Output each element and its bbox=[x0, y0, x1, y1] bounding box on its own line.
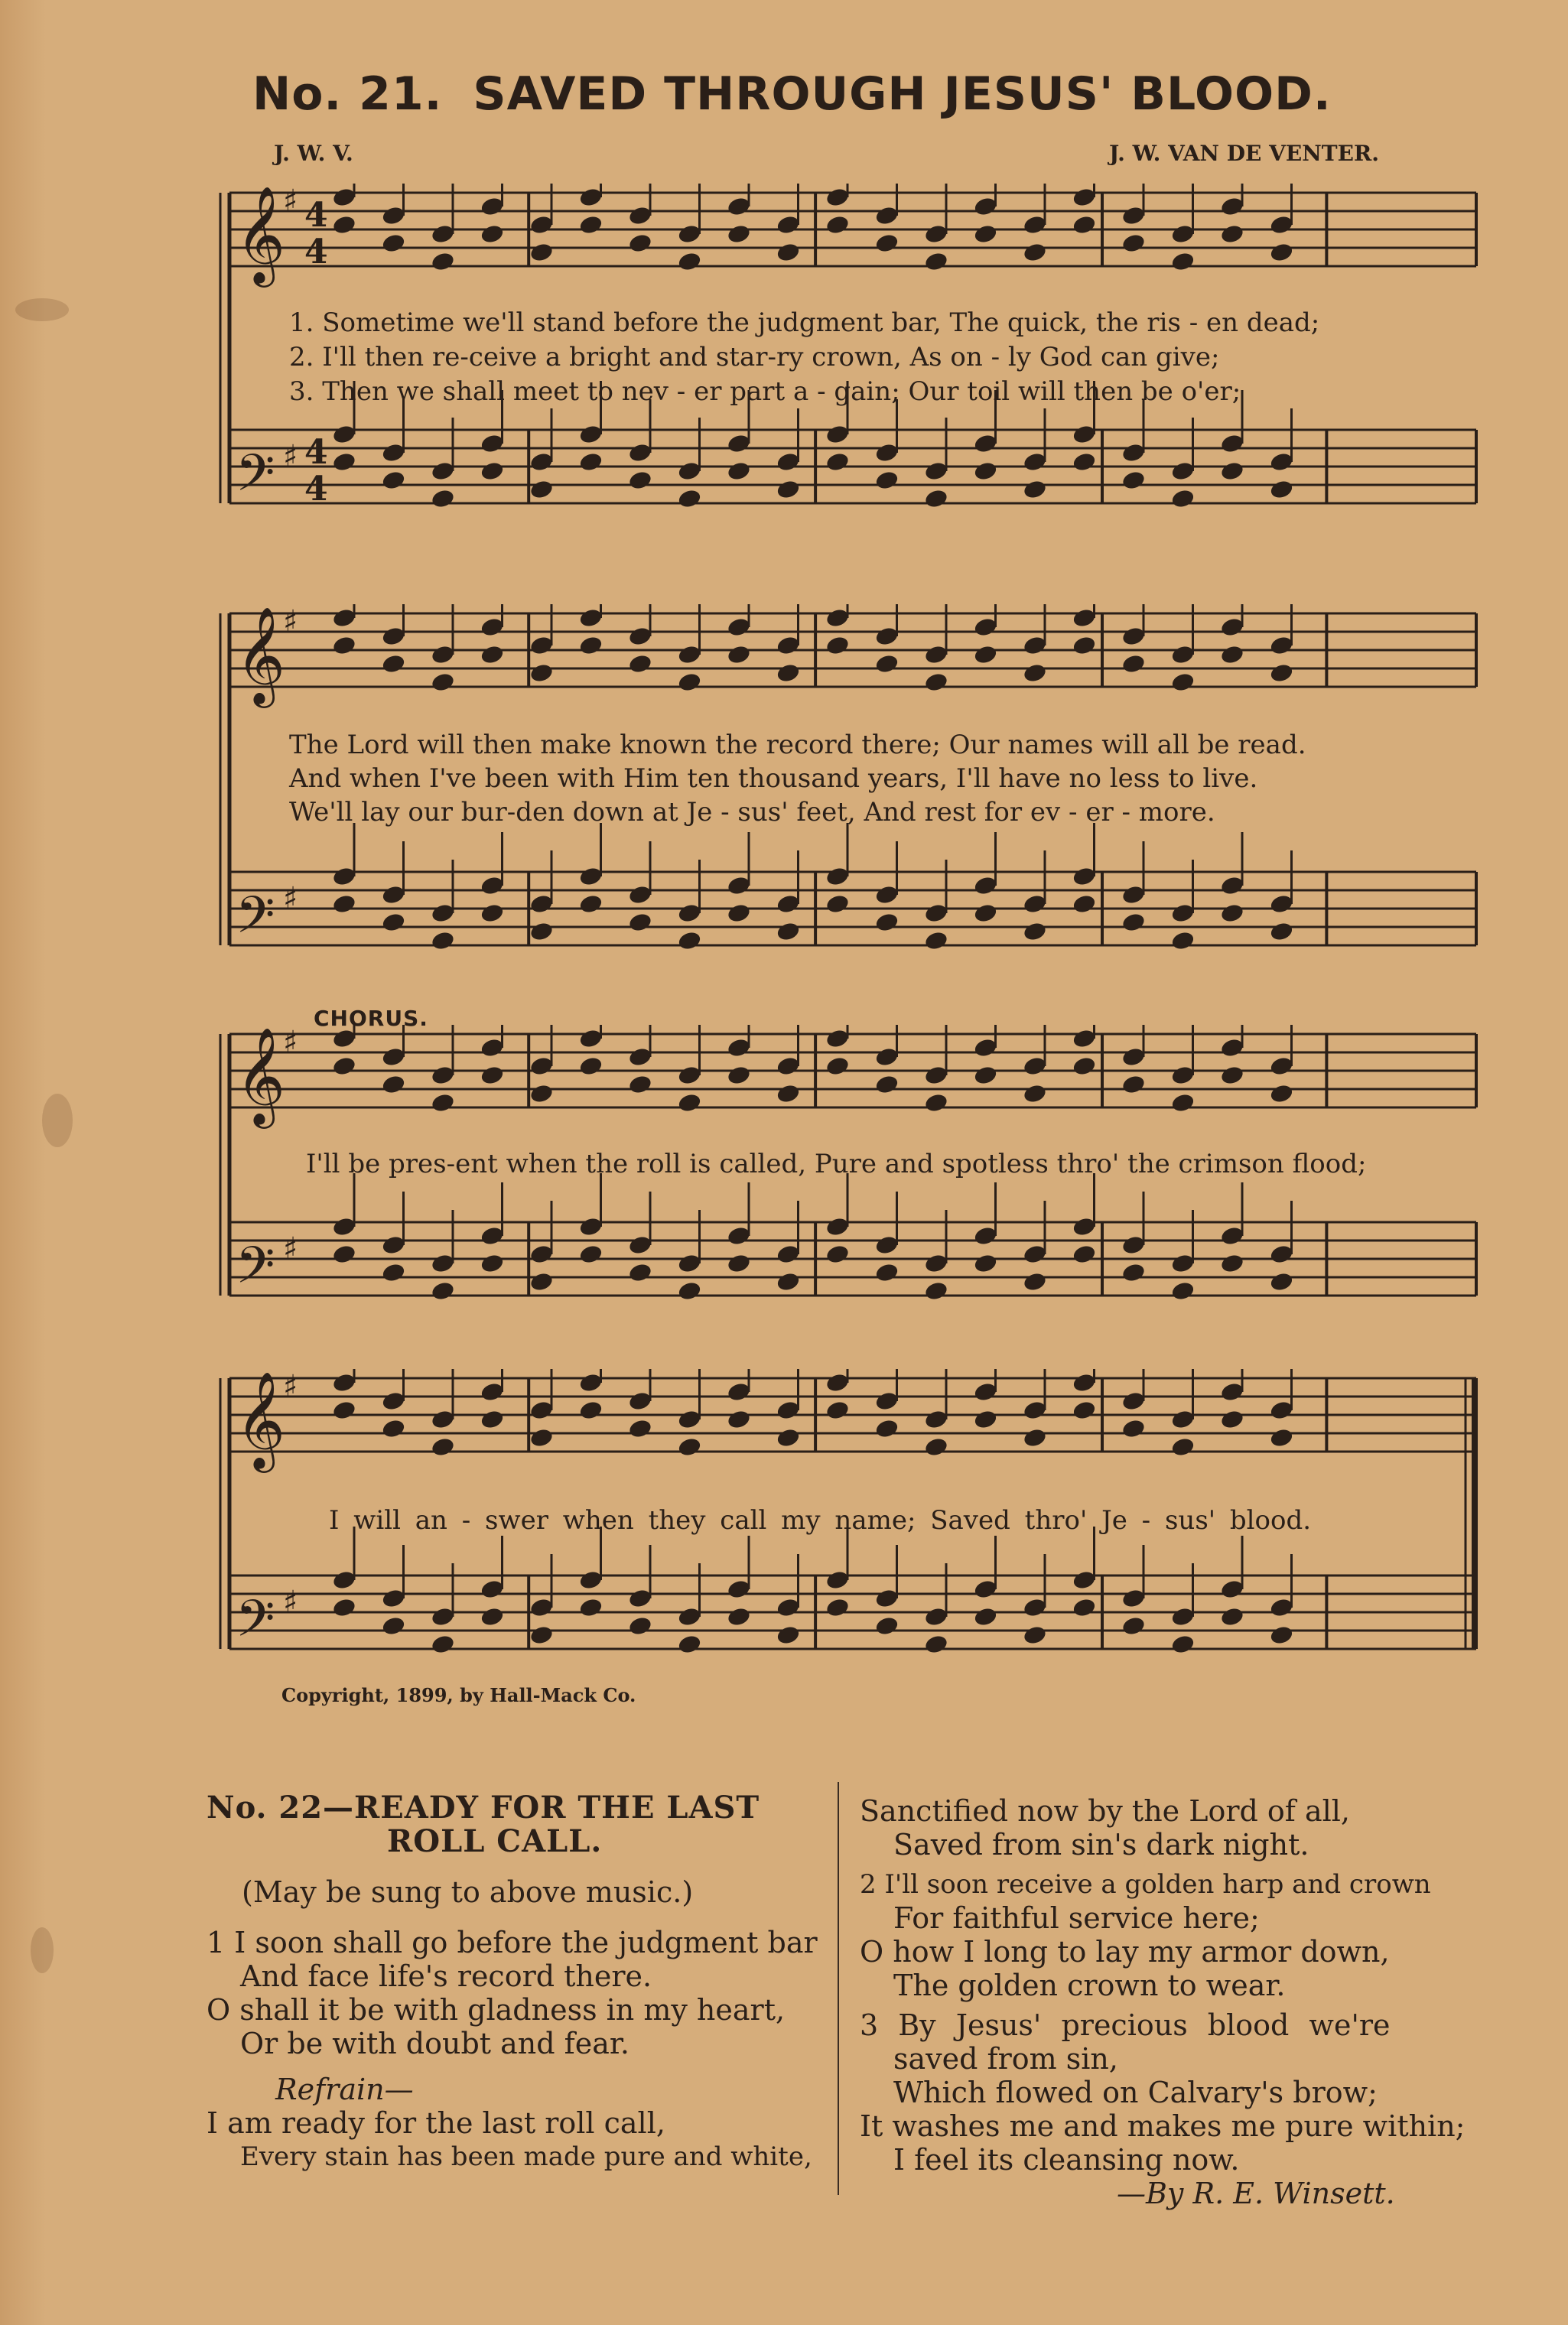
notehead bbox=[430, 1634, 455, 1655]
sharp-icon: ♯ bbox=[283, 439, 298, 474]
page-edge bbox=[0, 0, 46, 2325]
notehead bbox=[923, 251, 948, 272]
notehead bbox=[973, 223, 998, 245]
notehead bbox=[1170, 1634, 1196, 1655]
notehead bbox=[381, 653, 406, 675]
notehead bbox=[1170, 671, 1196, 693]
hymn22-verse3-line2: saved from sin, bbox=[893, 2042, 1118, 2076]
notehead bbox=[677, 1436, 702, 1458]
verse-lyric-3a: 3. Then we shall meet to nev - er part a - gain; Our toil will then be o'er; bbox=[289, 376, 1241, 407]
notehead bbox=[480, 902, 505, 924]
hymn22-right-column bbox=[860, 1794, 1466, 2210]
notehead bbox=[627, 1615, 652, 1637]
notehead bbox=[430, 1436, 455, 1458]
notehead bbox=[1022, 662, 1047, 684]
notehead bbox=[430, 671, 455, 693]
notehead bbox=[381, 1615, 406, 1637]
notehead bbox=[677, 671, 702, 693]
stain bbox=[42, 1094, 73, 1147]
time-signature: 4 bbox=[304, 433, 328, 472]
notehead bbox=[726, 644, 751, 665]
hymn22-verse1-line2: And face life's record there. bbox=[240, 1959, 652, 1993]
sharp-icon: ♯ bbox=[283, 184, 298, 219]
notehead bbox=[726, 902, 751, 924]
notehead bbox=[578, 635, 603, 656]
notehead bbox=[627, 232, 652, 254]
notehead bbox=[1170, 930, 1196, 951]
notehead bbox=[381, 1074, 406, 1095]
notehead bbox=[529, 1271, 554, 1293]
hymn22-refrain-line1: I am ready for the last roll call, bbox=[207, 2106, 665, 2140]
treble-clef-icon: 𝄞 bbox=[236, 1371, 286, 1468]
notehead bbox=[1072, 635, 1097, 656]
notehead bbox=[923, 671, 948, 693]
notehead bbox=[677, 1092, 702, 1114]
notehead bbox=[1072, 1055, 1097, 1077]
hymn22-verse3-line3: Which flowed on Calvary's brow; bbox=[893, 2076, 1378, 2109]
hymn-title: No. 21. SAVED THROUGH JESUS' BLOOD. bbox=[252, 67, 1332, 121]
hymn22-verse1-line4: Or be with doubt and fear. bbox=[240, 2027, 629, 2060]
stain bbox=[31, 1927, 54, 1973]
notehead bbox=[1269, 1271, 1294, 1293]
notehead bbox=[1170, 251, 1196, 272]
notehead bbox=[923, 930, 948, 951]
notehead bbox=[430, 251, 455, 272]
notehead bbox=[874, 912, 899, 933]
notehead bbox=[1072, 1597, 1097, 1618]
notehead bbox=[923, 1092, 948, 1114]
notehead bbox=[776, 1271, 801, 1293]
notehead bbox=[331, 1400, 356, 1421]
notehead bbox=[578, 1055, 603, 1077]
notehead bbox=[578, 451, 603, 473]
notehead bbox=[627, 1262, 652, 1283]
notehead bbox=[430, 1280, 455, 1302]
notehead bbox=[529, 479, 554, 500]
notehead bbox=[825, 1597, 850, 1618]
notehead bbox=[1269, 921, 1294, 942]
notehead bbox=[677, 251, 702, 272]
hymn22-refrain-line3: Sanctified now by the Lord of all, bbox=[860, 1794, 1350, 1828]
notehead bbox=[677, 1634, 702, 1655]
notehead bbox=[1269, 242, 1294, 263]
music-system-1 bbox=[214, 184, 1484, 566]
notehead bbox=[973, 1253, 998, 1274]
notehead bbox=[578, 1244, 603, 1265]
hymn22-refrain-line2: Every stain has been made pure and white, bbox=[240, 2141, 812, 2172]
notehead bbox=[529, 1083, 554, 1104]
notehead bbox=[1269, 1083, 1294, 1104]
chorus-lyric-2: I will an - swer when they call my name; Saved thro' Je - sus' blood. bbox=[329, 1505, 1312, 1536]
notehead bbox=[1219, 1065, 1244, 1086]
notehead bbox=[480, 1606, 505, 1628]
bass-clef-icon: 𝄢 bbox=[236, 1589, 275, 1660]
hymn22-verse2-line2: For faithful service here; bbox=[893, 1901, 1260, 1935]
notehead bbox=[677, 1280, 702, 1302]
verse-lyric-3b: We'll lay our bur-den down at Je - sus' feet, And rest for ev - er - more. bbox=[289, 797, 1215, 828]
bass-clef-icon: 𝄢 bbox=[236, 444, 275, 515]
bass-clef-icon: 𝄢 bbox=[236, 1236, 275, 1307]
notehead bbox=[430, 1092, 455, 1114]
notehead bbox=[480, 1409, 505, 1430]
verse-lyric-2a: 2. I'll then re-ceive a bright and star-ry crown, As on - ly God can give; bbox=[289, 342, 1220, 372]
notehead bbox=[1022, 1427, 1047, 1449]
notehead bbox=[874, 1074, 899, 1095]
notehead bbox=[1269, 1624, 1294, 1646]
notehead bbox=[430, 930, 455, 951]
notehead bbox=[874, 232, 899, 254]
notehead bbox=[1022, 1083, 1047, 1104]
notehead bbox=[1219, 223, 1244, 245]
notehead bbox=[1072, 1244, 1097, 1265]
notehead bbox=[973, 902, 998, 924]
notehead bbox=[331, 893, 356, 915]
notehead bbox=[1121, 912, 1146, 933]
notehead bbox=[776, 1624, 801, 1646]
notehead bbox=[776, 242, 801, 263]
notehead bbox=[726, 1253, 751, 1274]
notehead bbox=[726, 1065, 751, 1086]
notehead bbox=[381, 912, 406, 933]
notehead bbox=[1121, 1074, 1146, 1095]
notehead bbox=[726, 460, 751, 482]
notehead bbox=[1121, 1418, 1146, 1439]
notehead bbox=[1219, 1606, 1244, 1628]
notehead bbox=[381, 1418, 406, 1439]
staff-system-svg bbox=[214, 604, 1484, 987]
notehead bbox=[973, 460, 998, 482]
hymn22-verse1-line3: O shall it be with gladness in my heart, bbox=[207, 1993, 786, 2027]
notehead bbox=[381, 1262, 406, 1283]
notehead bbox=[825, 214, 850, 236]
hymn22-refrain-label: Refrain— bbox=[275, 2073, 414, 2106]
notehead bbox=[1269, 479, 1294, 500]
notehead bbox=[1121, 653, 1146, 675]
notehead bbox=[331, 1244, 356, 1265]
bass-clef-icon: 𝄢 bbox=[236, 886, 275, 957]
notehead bbox=[825, 635, 850, 656]
hymn22-verse1-line1: 1 I soon shall go before the judgment bar bbox=[207, 1926, 818, 1959]
verse-lyric-1a: 1. Sometime we'll stand before the judgment bar, The quick, the ris - en dead; bbox=[289, 307, 1320, 338]
hymn22-verse3-line4: It washes me and makes me pure within; bbox=[860, 2109, 1466, 2143]
notehead bbox=[1170, 1092, 1196, 1114]
notehead bbox=[331, 214, 356, 236]
notehead bbox=[331, 451, 356, 473]
notehead bbox=[1121, 470, 1146, 491]
copyright-notice: Copyright, 1899, by Hall-Mack Co. bbox=[281, 1684, 636, 1706]
notehead bbox=[825, 1055, 850, 1077]
notehead bbox=[480, 223, 505, 245]
notehead bbox=[578, 1400, 603, 1421]
notehead bbox=[776, 1427, 801, 1449]
notehead bbox=[874, 1615, 899, 1637]
notehead bbox=[1072, 451, 1097, 473]
notehead bbox=[923, 1634, 948, 1655]
time-signature: 4 bbox=[304, 196, 328, 235]
notehead bbox=[529, 1624, 554, 1646]
notehead bbox=[1022, 1624, 1047, 1646]
notehead bbox=[627, 1418, 652, 1439]
notehead bbox=[1022, 242, 1047, 263]
hymn22-verse3-line1: 3 By Jesus' precious blood we're bbox=[860, 2008, 1391, 2042]
sharp-icon: ♯ bbox=[283, 1369, 298, 1404]
notehead bbox=[331, 635, 356, 656]
notehead bbox=[627, 912, 652, 933]
notehead bbox=[1121, 1615, 1146, 1637]
notehead bbox=[1072, 214, 1097, 236]
notehead bbox=[825, 1244, 850, 1265]
notehead bbox=[627, 1074, 652, 1095]
notehead bbox=[973, 1606, 998, 1628]
hymn22-left-column bbox=[207, 1791, 818, 2174]
time-signature: 4 bbox=[304, 232, 328, 272]
notehead bbox=[1170, 1436, 1196, 1458]
notehead bbox=[529, 662, 554, 684]
notehead bbox=[677, 488, 702, 509]
chorus-lyric-1: I'll be pres-ent when the roll is called, Pure and spotless thro' the crimson flood; bbox=[306, 1149, 1367, 1179]
notehead bbox=[627, 653, 652, 675]
stain bbox=[15, 298, 69, 321]
notehead bbox=[923, 488, 948, 509]
notehead bbox=[578, 214, 603, 236]
notehead bbox=[627, 470, 652, 491]
notehead bbox=[529, 242, 554, 263]
sharp-icon: ♯ bbox=[283, 1231, 298, 1267]
notehead bbox=[973, 1409, 998, 1430]
notehead bbox=[1022, 1271, 1047, 1293]
notehead bbox=[1022, 479, 1047, 500]
notehead bbox=[430, 488, 455, 509]
notehead bbox=[480, 1065, 505, 1086]
notehead bbox=[480, 460, 505, 482]
lyricist-credit: J. W. V. bbox=[274, 141, 353, 166]
notehead bbox=[726, 223, 751, 245]
notehead bbox=[480, 644, 505, 665]
notehead bbox=[1072, 893, 1097, 915]
composer-credit: J. W. VAN DE VENTER. bbox=[1109, 141, 1379, 166]
notehead bbox=[529, 1427, 554, 1449]
notehead bbox=[874, 653, 899, 675]
notehead bbox=[1269, 662, 1294, 684]
hymn22-note: (May be sung to above music.) bbox=[242, 1875, 694, 1909]
notehead bbox=[973, 644, 998, 665]
notehead bbox=[1219, 1409, 1244, 1430]
hymn22-verse3-line5: I feel its cleansing now. bbox=[893, 2143, 1240, 2177]
notehead bbox=[1219, 460, 1244, 482]
notehead bbox=[331, 1597, 356, 1618]
notehead bbox=[1269, 1427, 1294, 1449]
music-system-2 bbox=[214, 604, 1484, 987]
notehead bbox=[973, 1065, 998, 1086]
notehead bbox=[1170, 488, 1196, 509]
notehead bbox=[874, 1418, 899, 1439]
column-divider bbox=[838, 1782, 839, 2195]
notehead bbox=[923, 1436, 948, 1458]
notehead bbox=[1219, 902, 1244, 924]
sharp-icon: ♯ bbox=[283, 1025, 298, 1060]
notehead bbox=[529, 921, 554, 942]
notehead bbox=[677, 930, 702, 951]
chorus-label: CHORUS. bbox=[314, 1006, 428, 1031]
notehead bbox=[776, 921, 801, 942]
hymn22-verse2-line3: O how I long to lay my armor down, bbox=[860, 1935, 1390, 1969]
notehead bbox=[1121, 232, 1146, 254]
treble-clef-icon: 𝄞 bbox=[236, 1026, 286, 1124]
notehead bbox=[825, 893, 850, 915]
notehead bbox=[578, 1597, 603, 1618]
verse-lyric-1b: The Lord will then make known the record there; Our names will all be read. bbox=[289, 730, 1306, 760]
hymn22-title-line1: No. 22—READY FOR THE LAST bbox=[207, 1790, 760, 1826]
hymn22-title-line2: ROLL CALL. bbox=[387, 1823, 603, 1859]
notehead bbox=[1219, 1253, 1244, 1274]
notehead bbox=[776, 662, 801, 684]
treble-clef-icon: 𝄞 bbox=[236, 185, 286, 283]
hymn22-refrain-line4: Saved from sin's dark night. bbox=[893, 1828, 1309, 1862]
notehead bbox=[776, 479, 801, 500]
notehead bbox=[726, 1606, 751, 1628]
notehead bbox=[480, 1253, 505, 1274]
sharp-icon: ♯ bbox=[283, 881, 298, 916]
notehead bbox=[874, 1262, 899, 1283]
notehead bbox=[1170, 1280, 1196, 1302]
notehead bbox=[874, 470, 899, 491]
notehead bbox=[1022, 921, 1047, 942]
notehead bbox=[381, 232, 406, 254]
notehead bbox=[825, 1400, 850, 1421]
verse-lyric-2b: And when I've been with Him ten thousand years, I'll have no less to live. bbox=[289, 763, 1258, 794]
hymn22-verse2-line4: The golden crown to wear. bbox=[893, 1969, 1286, 2002]
notehead bbox=[578, 893, 603, 915]
staff-system-svg bbox=[214, 184, 1484, 566]
notehead bbox=[825, 451, 850, 473]
notehead bbox=[776, 1083, 801, 1104]
hymn22-verse2-line1: 2 I'll soon receive a golden harp and crown bbox=[860, 1869, 1431, 1900]
sharp-icon: ♯ bbox=[283, 1585, 298, 1620]
hymn22-attribution: —By R. E. Winsett. bbox=[1117, 2177, 1395, 2210]
notehead bbox=[726, 1409, 751, 1430]
treble-clef-icon: 𝄞 bbox=[236, 606, 286, 704]
notehead bbox=[1219, 644, 1244, 665]
time-signature: 4 bbox=[304, 470, 328, 509]
sharp-icon: ♯ bbox=[283, 604, 298, 639]
notehead bbox=[1121, 1262, 1146, 1283]
notehead bbox=[381, 470, 406, 491]
notehead bbox=[331, 1055, 356, 1077]
notehead bbox=[1072, 1400, 1097, 1421]
notehead bbox=[923, 1280, 948, 1302]
